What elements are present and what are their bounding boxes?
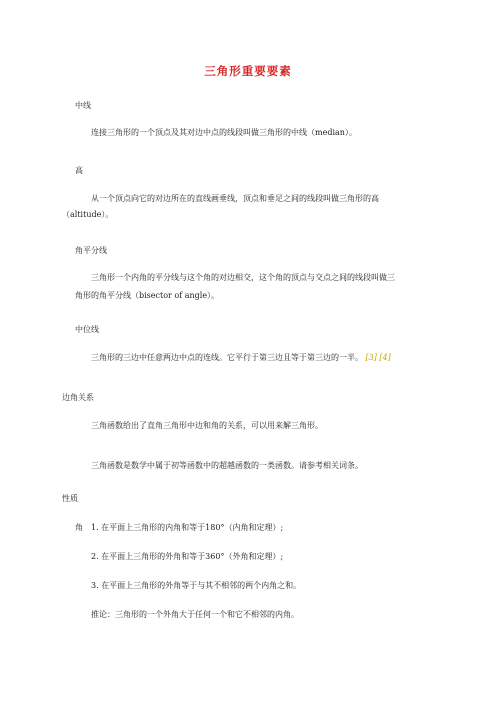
paragraph-side-angle-2: 三角函数是数学中属于初等函数中的超越函数的一类函数。请参考相关词条。 [91, 461, 363, 470]
paragraph-midline [91, 352, 391, 363]
heading-median: 中线 [75, 101, 91, 110]
reference-links[interactable]: [3] [4] [365, 353, 391, 362]
property-item-2: 2. 在平面上三角形的外角和等于360°（外角和定理）; [91, 552, 284, 561]
property-corollary: 推论：三角形的一个外角大于任何一个和它不相邻的内角。 [91, 610, 299, 619]
paragraph-side-angle-1: 三角函数给出了直角三角形中边和角的关系，可以用来解三角形。 [91, 421, 323, 430]
heading-bisector: 角平分线 [75, 246, 107, 255]
paragraph-altitude-line1: 从一个顶点向它的对边所在的直线画垂线，顶点和垂足之间的线段叫做三角形的高 [91, 194, 379, 203]
property-item-1: 1. 在平面上三角形的内角和等于180°（内角和定理）; [91, 523, 284, 532]
paragraph-bisector-line2: 角形的角平分线（bisector of angle）。 [75, 291, 220, 300]
paragraph-bisector-line1: 三角形一个内角的平分线与这个角的对边相交，这个角的顶点与交点之间的线段叫做三 [91, 273, 395, 282]
heading-properties: 性质 [62, 494, 78, 503]
paragraph-altitude-line2: （altitude）。 [62, 210, 114, 219]
properties-angle-label: 角 [75, 523, 83, 532]
heading-altitude: 高 [75, 166, 83, 175]
heading-side-angle: 边角关系 [62, 393, 94, 402]
paragraph-median: 连接三角形的一个顶点及其对边中点的线段叫做三角形的中线（median）。 [91, 128, 357, 137]
property-item-3: 3. 在平面上三角形的外角等于与其不相邻的两个内角之和。 [91, 581, 302, 590]
midline-text: 三角形的三边中任意两边中点的连线。它平行于第三边且等于第三边的一半。 [91, 353, 363, 362]
document-title: 三角形重要要素 [204, 64, 292, 78]
heading-midline: 中位线 [75, 325, 99, 334]
